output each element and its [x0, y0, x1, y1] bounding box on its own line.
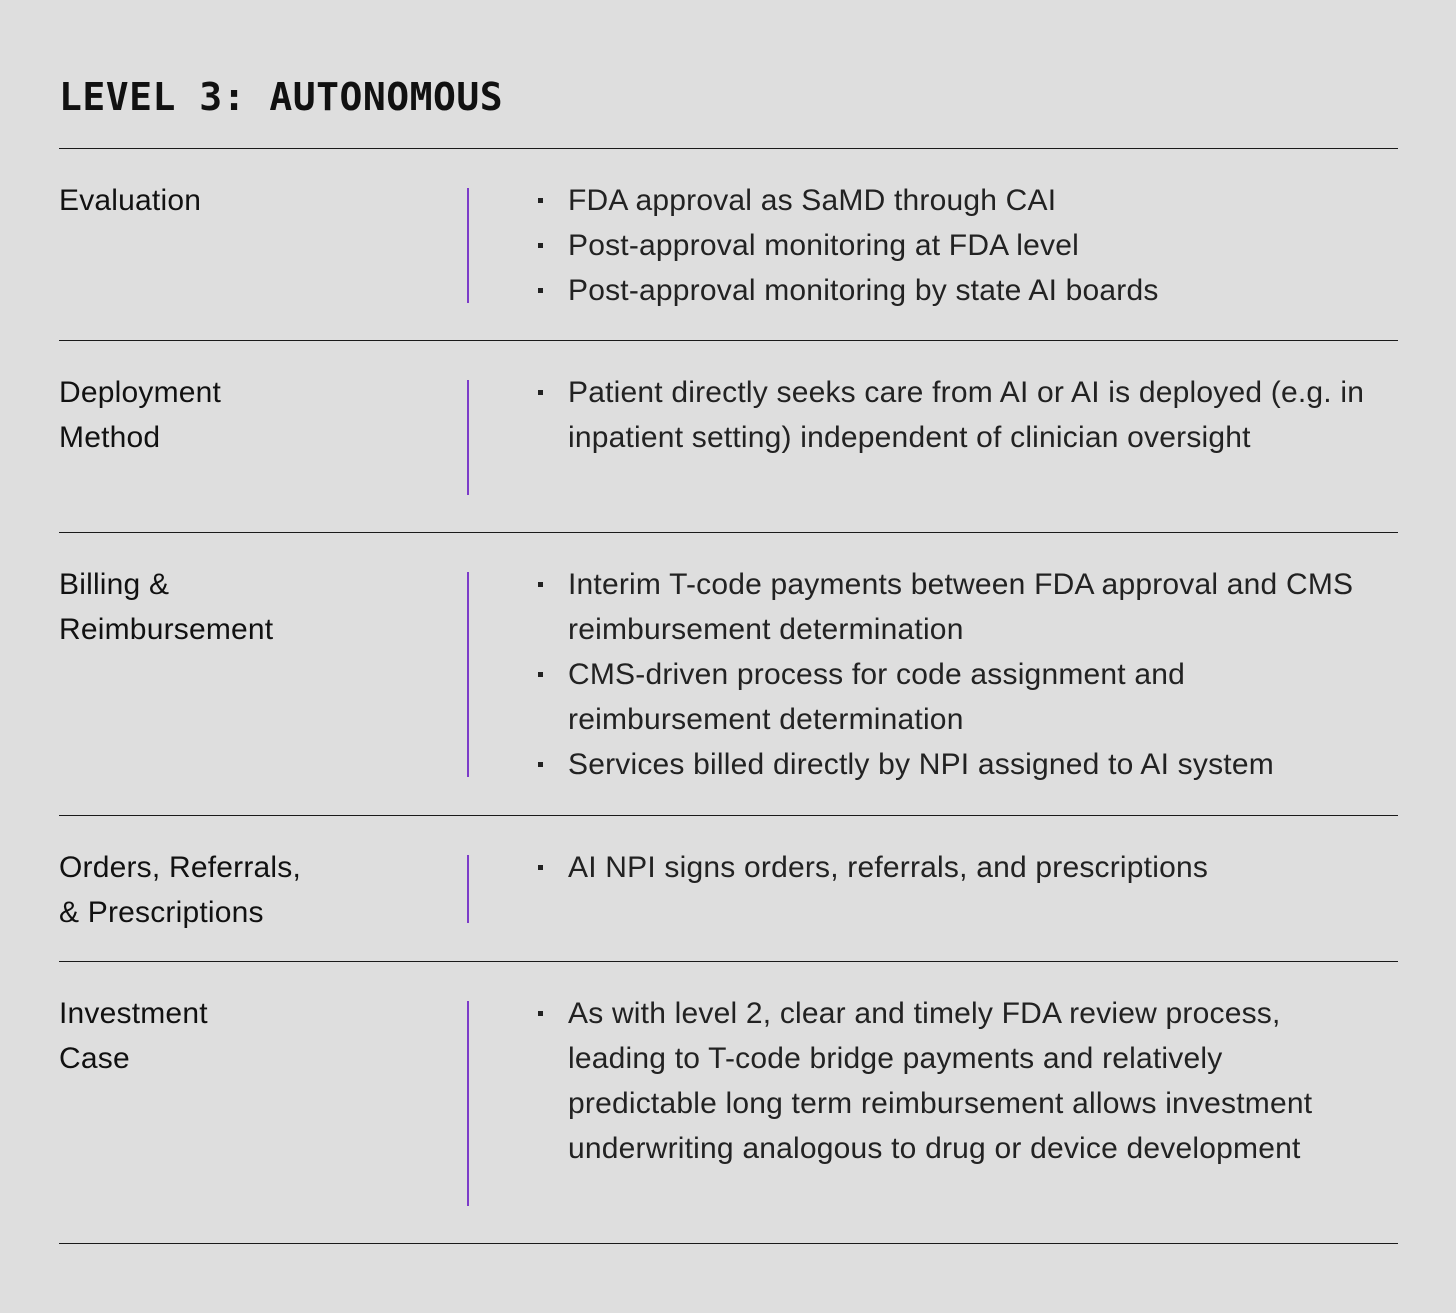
divider	[59, 532, 1398, 533]
accent-divider	[467, 572, 469, 777]
row-label: Billing & Reimbursement	[59, 568, 274, 646]
bullet-list	[538, 370, 1378, 460]
list-item: Post-approval monitoring by state AI boards	[538, 268, 1378, 313]
accent-divider	[467, 1001, 469, 1206]
divider	[59, 148, 1398, 149]
accent-divider	[467, 188, 469, 303]
bullet-icon	[538, 390, 543, 395]
list-item: As with level 2, clear and timely FDA review process, leading to T-code bridge payments and relatively predictable long term reimbursement allows investment underwriting analogous to drug or device development	[538, 991, 1378, 1171]
bullet-list	[538, 991, 1378, 1171]
row-label: Deployment Method	[59, 376, 222, 454]
bullet-list	[538, 178, 1378, 313]
bullet-icon	[538, 865, 543, 870]
bullet-icon	[538, 1011, 543, 1016]
row-label: Investment Case	[59, 997, 208, 1075]
divider	[59, 961, 1398, 962]
accent-divider	[467, 380, 469, 495]
bullet-list	[538, 562, 1378, 787]
bullet-list	[538, 845, 1378, 890]
divider	[59, 1243, 1398, 1244]
bullet-icon	[538, 672, 543, 677]
list-item: Services billed directly by NPI assigned to AI system	[538, 742, 1378, 787]
bullet-icon	[538, 288, 543, 293]
list-item: CMS-driven process for code assignment and reimbursement determination	[538, 652, 1378, 742]
list-item: AI NPI signs orders, referrals, and prescriptions	[538, 845, 1378, 890]
list-item: Patient directly seeks care from AI or AI is deployed (e.g. in inpatient setting) independent of clinician oversight	[538, 370, 1378, 460]
bullet-icon	[538, 198, 543, 203]
list-item: Post-approval monitoring at FDA level	[538, 223, 1378, 268]
row-label: Orders, Referrals, & Prescriptions	[59, 851, 301, 929]
bullet-icon	[538, 243, 543, 248]
bullet-icon	[538, 762, 543, 767]
page-title: LEVEL 3: AUTONOMOUS	[59, 75, 504, 119]
row-label: Evaluation	[59, 184, 202, 217]
divider	[59, 340, 1398, 341]
accent-divider	[467, 855, 469, 923]
bullet-icon	[538, 582, 543, 587]
list-item: FDA approval as SaMD through CAI	[538, 178, 1378, 223]
list-item: Interim T-code payments between FDA approval and CMS reimbursement determination	[538, 562, 1378, 652]
divider	[59, 815, 1398, 816]
